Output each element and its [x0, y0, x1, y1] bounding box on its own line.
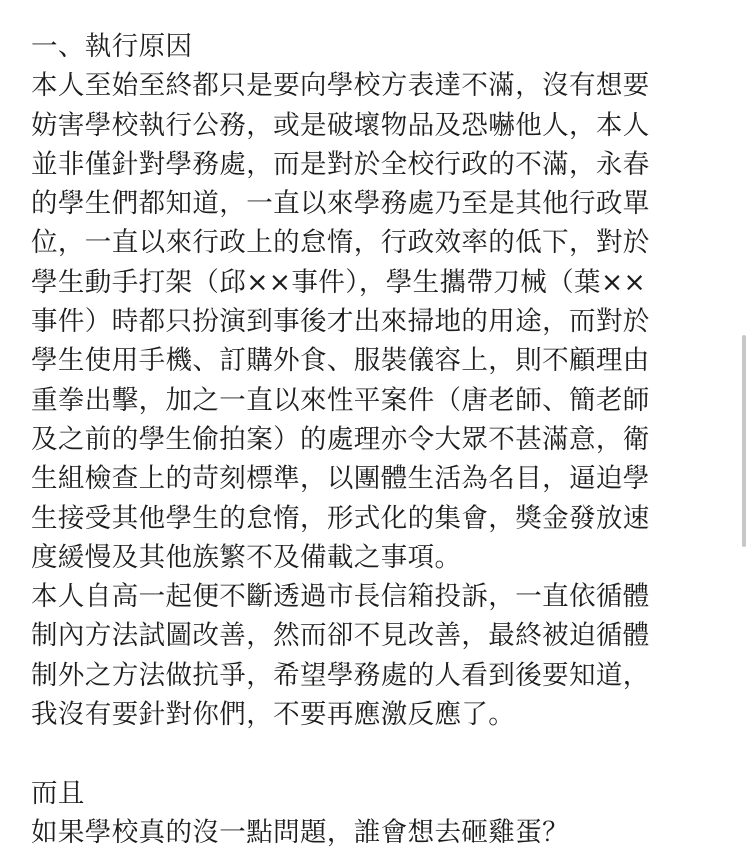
- paragraph1-line: 位，一直以來行政上的怠惰，行政效率的低下，對於: [31, 227, 650, 259]
- statement-text: [31, 27, 726, 852]
- paragraph1-line: 妨害學校執行公務，或是破壞物品及恐嚇他人，本人: [31, 109, 650, 141]
- paragraph1-line: 事件）時都只扮演到事後才出來掃地的用途，而對於: [31, 306, 650, 338]
- blank-line: [31, 734, 726, 773]
- paragraph2-line: 我沒有要針對你們，不要再應激反應了。: [31, 699, 516, 731]
- section-heading: 一、執行原因: [31, 31, 193, 62]
- paragraph2-line: 本人自高一起便不斷透過市長信箱投訴，一直依循體: [31, 581, 650, 613]
- paragraph1-line: 的學生們都知道，一直以來學務處乃至是其他行政單: [31, 188, 650, 220]
- paragraph1-line: 學生使用手機、訂購外食、服裝儀容上，則不顧理由: [31, 345, 650, 377]
- paragraph1-line: 學生動手打架（邱××事件），學生攜帶刀械（葉××: [31, 266, 647, 298]
- paragraph2-line: 制內方法試圖改善，然而卻不見改善，最終被迫循體: [31, 620, 650, 652]
- paragraph1-line: 本人至始至終都只是要向學校方表達不滿，沒有想要: [31, 70, 650, 102]
- closing-line: 而且: [31, 777, 85, 809]
- scrollbar-thumb[interactable]: [742, 335, 746, 547]
- paragraph1-line: 生接受其他學生的怠惰，形式化的集會，獎金發放速: [31, 502, 650, 534]
- paragraph2-line: 制外之方法做抗爭，希望學務處的人看到後要知道，: [31, 659, 650, 691]
- paragraph1-line: 重拳出擊，加之一直以來性平案件（唐老師、簡老師: [31, 384, 650, 416]
- closing-line: 如果學校真的沒一點問題，誰會想去砸雞蛋？: [31, 816, 569, 848]
- paragraph1-line: 及之前的學生偷拍案）的處理亦令大眾不甚滿意，衛: [31, 423, 650, 455]
- paragraph1-line: 生組檢查上的苛刻標準，以團體生活為名目，逼迫學: [31, 463, 650, 495]
- paragraph1-line: 度緩慢及其他族繁不及備載之事項。: [31, 541, 462, 573]
- paragraph1-line: 並非僅針對學務處，而是對於全校行政的不滿，永春: [31, 148, 650, 180]
